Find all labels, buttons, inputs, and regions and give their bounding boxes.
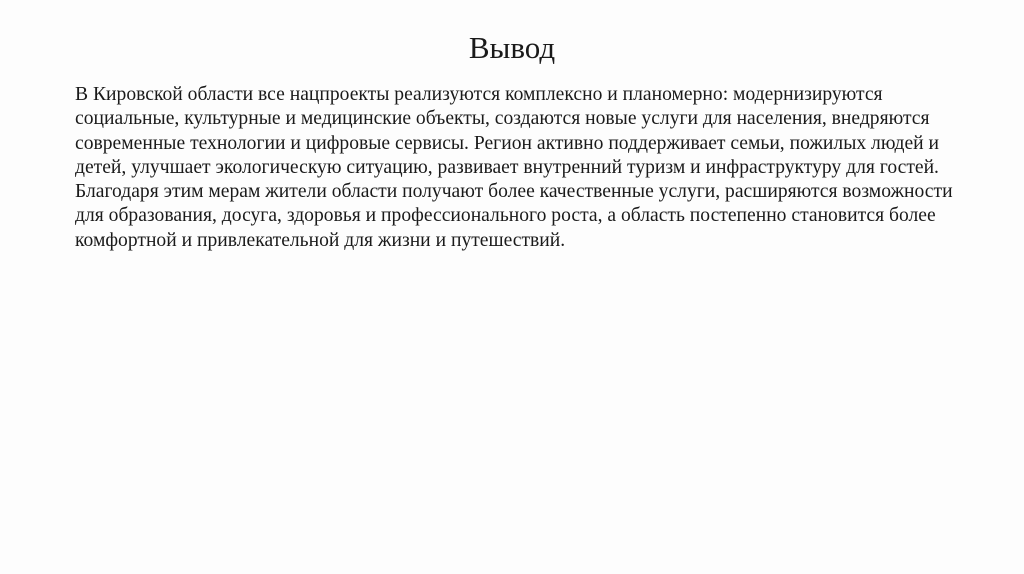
slide-title: Вывод [468,30,556,65]
slide-body-text: В Кировской области все нацпроекты реализуются комплексно и планомерно: модернизируются социальные, культурные и медицинские объекты, создаются новые услуги для населения, внедряются современные технологии и цифровые сервисы. Регион активно поддерживает семьи, пожилых людей и детей, улучшает экологическую ситуацию, развивает внутренний туризм и инфраструктуру для гостей. Благодаря этим мерам жители области получают более качественные услуги, расширяются возможности для образования, досуга, здоровья и профессионального роста, а область постепенно становится более комфортной и привлекательной для жизни и путешествий. [75,84,953,251]
